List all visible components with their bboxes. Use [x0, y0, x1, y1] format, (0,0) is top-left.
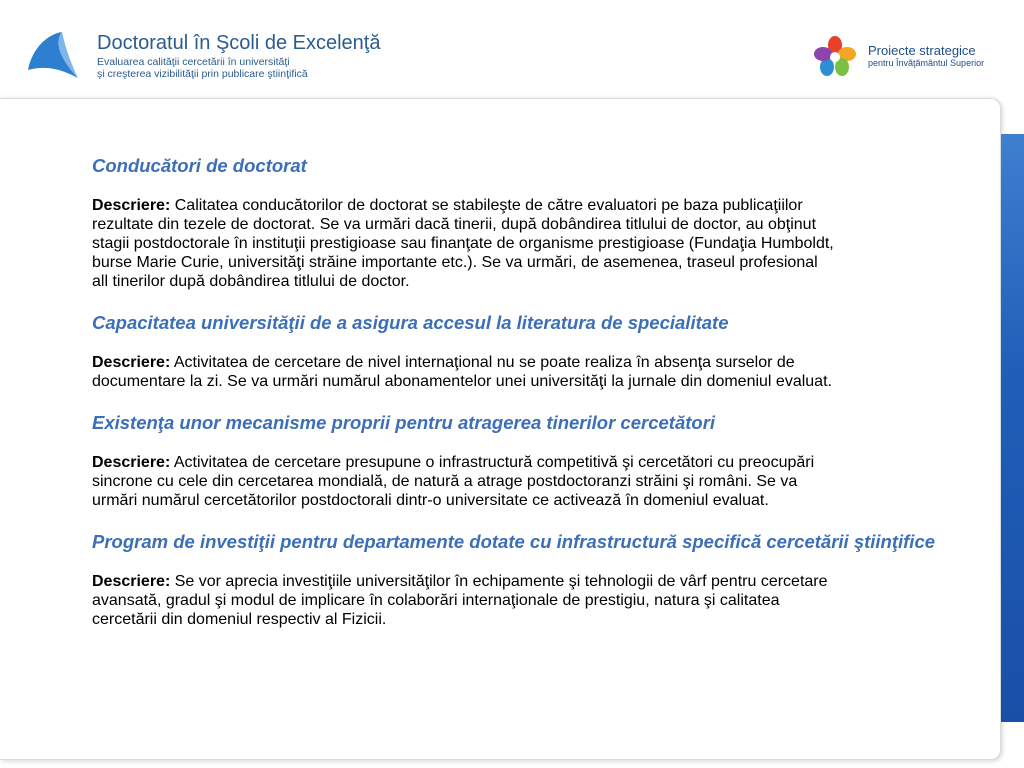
section-description — [92, 196, 1012, 291]
brand-title: Doctoratul în Şcoli de Excelenţă — [97, 32, 381, 54]
description-label: Descriere: — [92, 354, 171, 371]
wave-logo-icon — [26, 30, 80, 82]
section-investitii — [92, 524, 1012, 629]
section-title: Conducători de doctorat — [92, 155, 307, 176]
description-label: Descriere: — [92, 454, 171, 471]
slide-content — [92, 148, 1012, 629]
page-header — [0, 0, 1024, 100]
brand-subtitle-line: şi creşterea vizibilităţii prin publicare ştiinţifică — [97, 68, 308, 80]
section-description — [92, 453, 1012, 510]
description-text: Activitatea de cercetare presupune o infrastructură competitivă şi cercetători cu preocupări sincrone cu cele din cercetarea mondială, de natură a atrage postdoctoranzi străini şi români. Se va urmări numărul cercetătorilor postdoctorali dintr-o universitate ce activează în domeniul evaluat. — [92, 454, 815, 509]
section-literatura — [92, 305, 1012, 391]
description-label: Descriere: — [92, 197, 171, 214]
section-mecanisme — [92, 405, 1012, 510]
description-label: Descriere: — [92, 573, 171, 590]
section-title: Program de investiţii pentru departamente dotate cu infrastructură specifică cercetării ştiinţifice — [92, 531, 936, 552]
brand-subtitle — [97, 56, 308, 80]
partner-subtitle: pentru Învăţământul Superior — [868, 58, 985, 68]
description-text: Activitatea de cercetare de nivel internaţional nu se poate realiza în absenţa surselor de documentare la zi. Se va urmări numărul abonamentelor unei universităţi la jurnale din domeniul evaluat. — [92, 354, 832, 390]
description-text: Se vor aprecia investiţiile universităţilor în echipamente şi tehnologii de vârf pentru cercetare avansată, gradul şi modul de implicare în colaborări internaţionale de prestigiu, natura şi calitatea cercetării din domeniul respectiv al Fizicii. — [92, 573, 828, 628]
section-description — [92, 353, 1012, 391]
section-title: Capacitatea universităţii de a asigura accesul la literatura de specialitate — [92, 312, 729, 333]
flower-logo-icon — [814, 36, 856, 76]
section-title: Existenţa unor mecanisme proprii pentru atragerea tinerilor cercetători — [92, 412, 716, 433]
section-conducatori — [92, 148, 1012, 291]
section-description — [92, 572, 1012, 629]
brand-subtitle-line: Evaluarea calităţii cercetării în universităţi — [97, 56, 290, 68]
partner-title: Proiecte strategice — [868, 43, 976, 58]
description-text: Calitatea conducătorilor de doctorat se stabileşte de către evaluatori pe baza publicaţiilor rezultate din tezele de doctorat. Se va urmări dacă tinerii, după dobândirea titlului de doctor, au obţinut stagii postdoctorale în instituţii prestigioase sau finanţate de organisme prestigioase (Fundaţia Humboldt, burse Marie Curie, universităţi străine importante etc.). Se va urmări, de asemenea, traseul profesional all tinerilor după dobândirea titlului de doctor. — [92, 197, 834, 290]
